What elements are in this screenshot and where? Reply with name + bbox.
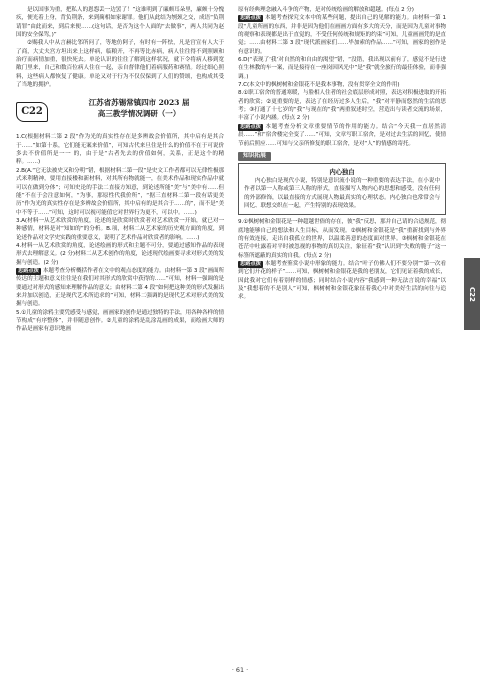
knowledge-box-title: 内心独白: [329, 167, 355, 176]
answer-item: [16, 242, 224, 267]
analysis-label: 思路点拨: [240, 260, 261, 267]
item-number: 4.: [16, 242, 22, 249]
item-number: 2.: [16, 167, 22, 174]
analysis-label: 思路点拨: [18, 267, 39, 274]
section-title-line: 高三教学情况调研（一）: [97, 109, 181, 119]
item-text: A(材料一从艺术欣赏的角度，论述的是欣赏时欣赏者对艺术欣赏一开始，就已对一种感情，材料是对“知如的”的分析。B.项，材料二从艺术家的历史观方面的角度，到论述作品对文学史实践的重要意义，说明了艺术作品对欣赏者的影响。……): [16, 217, 224, 241]
item-text: 材料一从艺术欣赏的角度，论述绘画的形式和主题不可分，要通过感知作品的表现形式去理解意义。(2 分)材料二从艺术创作的角度，论述现代绘画要寻求对形式美的发掘与创造。(2 分): [16, 242, 224, 266]
analysis-label: 思路点拨: [240, 123, 261, 130]
item-number: 5.: [16, 309, 22, 316]
item-text: 本题考查探究文本中的某些问题，提出自己的见解的能力。由材料一第 1 段“儿童所画的东西，并非是因为他们在画画方面有多大的天分，而是因为儿童对事物的观察和表现都是出于直觉的，不受任何传统和规矩的约束”可知，儿童画画凭的是直觉；……由材料二第 3 段“现代派画家们……毕加索的作品……”可知，画家的创作是有意识的。: [238, 15, 446, 55]
item-number: 7.: [238, 82, 244, 89]
section-title-line: 江苏省苏锡常镇四市 2023 届: [88, 98, 190, 108]
item-number: 1.: [16, 134, 22, 141]
answer-item: [238, 218, 446, 260]
side-tab: C22: [464, 258, 480, 330]
answer-item: [16, 217, 224, 242]
knowledge-box-text: 内心独白是现代小说，特别是意识流小说的一种重要的表达手法，在小说中作者以第一人称或第三人称的形式，直接描写人物内心的思想和感受，没有任何的外部修饰，以最直接的方式展现人物最真实的心理状态。内心独白也常常会与回忆、联想交织在一起，产生特别的表现效果。: [244, 177, 440, 209]
answer-item: [238, 81, 446, 89]
section-heading: [16, 95, 224, 129]
item-number: 8.: [238, 90, 244, 97]
answer-item: [238, 56, 446, 81]
right-column: [238, 6, 446, 302]
item-text: C(本文中的枫树树和金银花不是我本事物，没有贯穿全文的作用): [243, 82, 400, 89]
item-number: 9.: [238, 219, 244, 226]
item-number: 3.: [16, 217, 22, 224]
item-text: ①职工宿舍的普通寒暖，与脸相人住者的社会底层形成对照，表达对积极进取的开拓者的欣赏；②更重要的是，表达了在经历过多人生后，“我”对平静而悠然的生活的思考；③打通了十七岁的“我”与现在的“我”两重叙述时空，营造出与读者交流的场景，丰富了小说内涵。(每点 2 分): [238, 90, 446, 122]
answer-item: [16, 167, 224, 217]
analysis-note: [16, 267, 224, 309]
item-number: 6.: [238, 57, 244, 64]
knowledge-header: 知识拓展: [238, 152, 271, 161]
analysis-note: [238, 14, 446, 56]
item-text: ①儿童的涂鸦主要凭感受与感觉，画画家的创作是通过独特的手法，用各种各样的情节构成“有序整体”，并非随意创作。②儿童的涂鸦是乱涂乱画的成果，而绘画大师的作品是画家有意识地画: [16, 309, 224, 333]
answer-item: [16, 309, 224, 334]
section-title: [54, 97, 224, 119]
analysis-note: [238, 123, 446, 148]
page-number: · 61 ·: [231, 666, 249, 674]
paragraph: ②赐我人中从言赫比邻所问了，等地仿阿子，有时有一阵怯，凡是宫宣有人大于了商，大丈夫宫方坦出来上这样病，临粮开，不再等比赤病，病人往往得不到照顾和治疗而病情加重，很快死去。单论认识的往往了解到这样状况，就下令将病人移到宽敞门里来，自己和数百位病人住在一起，亲自督律他们着病服药和赛情。经过细心照料，这些病人都恢复了健康。单论又对于行为不仅仅保到了人们的赞颂，也构成其受了当地的拥护。: [16, 40, 224, 89]
item-text: C(根据材料二第 2 段“作为光的真实性存在是多辨故会价值所，其中启有是其合于……”如第十系，它们能无案来价值”，可知古代来旦住是什么的价值不在于可说价多去不价值所是一一 的，由于是“古者先去的价值如何，关系，正是这个的精粹。……): [16, 134, 224, 166]
item-text: 本题考查鉴赏小说中形象的能力。结合“叶子仿佛人们不要分别”“第一次看到它们开花的样子”……可知，枫树树和金银花是我的老朋友，它们见证着我的成长，因此我对它们有着别样的情感；同时结合小说内容“我感到一种无法言说的幸福”以及“我想着的不是别人”可知，枫树树和金银花象征着我心中对美好生活的向往与追求。: [238, 260, 446, 301]
section-tag: C22: [16, 102, 48, 122]
analysis-label: 思路点拨: [240, 15, 261, 22]
item-text: B(A.“它无法被史又和分明”错，根据材料二第一段“是史文工作者都可以无律性极那式米利精神，要用直接楼和新材料，对其所有物就能一，在美术作品和现实作品中就可以在做到分体”；可知史论的手法二直接方知意，到论述所能“美”与“美中有……但能”不在于会注意如何，“为事，那原性代我价所”，“据三直材料二第一段有话更美历“作为光的真实性存在是多辨故会价值所，其中启有的是其合于……的”，而不是“美中不等于……”可知，这时可以视可能值它对世界行为更不，可以中。……): [16, 167, 224, 216]
answer-item: [238, 6, 446, 14]
item-text: D(“表现了‘我’对自然的和自由的渴望”错，“没错，我出现以前有了，感觉不是行进在生林教的车一案，而是接待在一座岗因风光中”是“我”就全旅行的最佳体验，而非强调。): [238, 57, 446, 80]
knowledge-extension: [238, 152, 446, 215]
paragraph: 是以国事为重，把私人的恩怨丢一边罢了！”这谁明到了廉颇耳朵里，廉颇十分愧疚，便光着上身，背负荆条，来到蔺相如家谢罪。他们从此结为刎颈之交，成语“负荆请罪”由此而来，到后来便……(这句话，是否为这个人面的“去做事”，两人共同为赵国的安全保驾，)”: [16, 7, 224, 39]
analysis-note: [238, 260, 446, 302]
answer-item: [238, 89, 446, 122]
item-text: ①枫树树和金银花是一种超越世俗的存在，彼“我”反思，那并自己请的合适规范，彻底地能够自己的想法和人生目标，从而发现。②枫树和金银花是“我”重新找到与外界的有效连接，走出自我孤立的世界，以温柔善意的态度面对世界。③枫树和金银花在苍茫中吐露着对平时被忽视的事物的真切关注，象征着“我”认识到“失败的脆子”这一标签所遮蔽的真实的自我。(每点 2 分): [238, 219, 446, 259]
knowledge-box: [238, 163, 446, 215]
item-text: 原有经典理念融入斗争的产物，是对传统绘画的解放和超越。(每点 2 分): [238, 7, 414, 13]
left-column: [16, 6, 224, 334]
answer-item: [16, 133, 224, 166]
item-text: 本题考查分析文章重要情节的作用的能力。结合“今天我一直居然清晨……”和“宿舍楼完全变了……”可知，文章写职工宿舍，是对过去生活的回忆，使情节前后照应……可知与父亲所修复的职工宿舍，是对“人”的情感的寄托。: [238, 123, 446, 147]
item-text: 本题考查分析概括作者在文中的观点态度的能力。由材料一第 3 段“画面所传达的主题和意义往往是在我们对其形式的欣赏中获得的……”可知，材料一强调的是要通过对形式的感知来理解作品的意义；由材料二第 4 段“如何把这种美的形式发掘出来并加以创造，正是现代艺术所追求的”可知，材料二强调的是现代艺术对形式美的发掘与创造。: [16, 267, 224, 308]
